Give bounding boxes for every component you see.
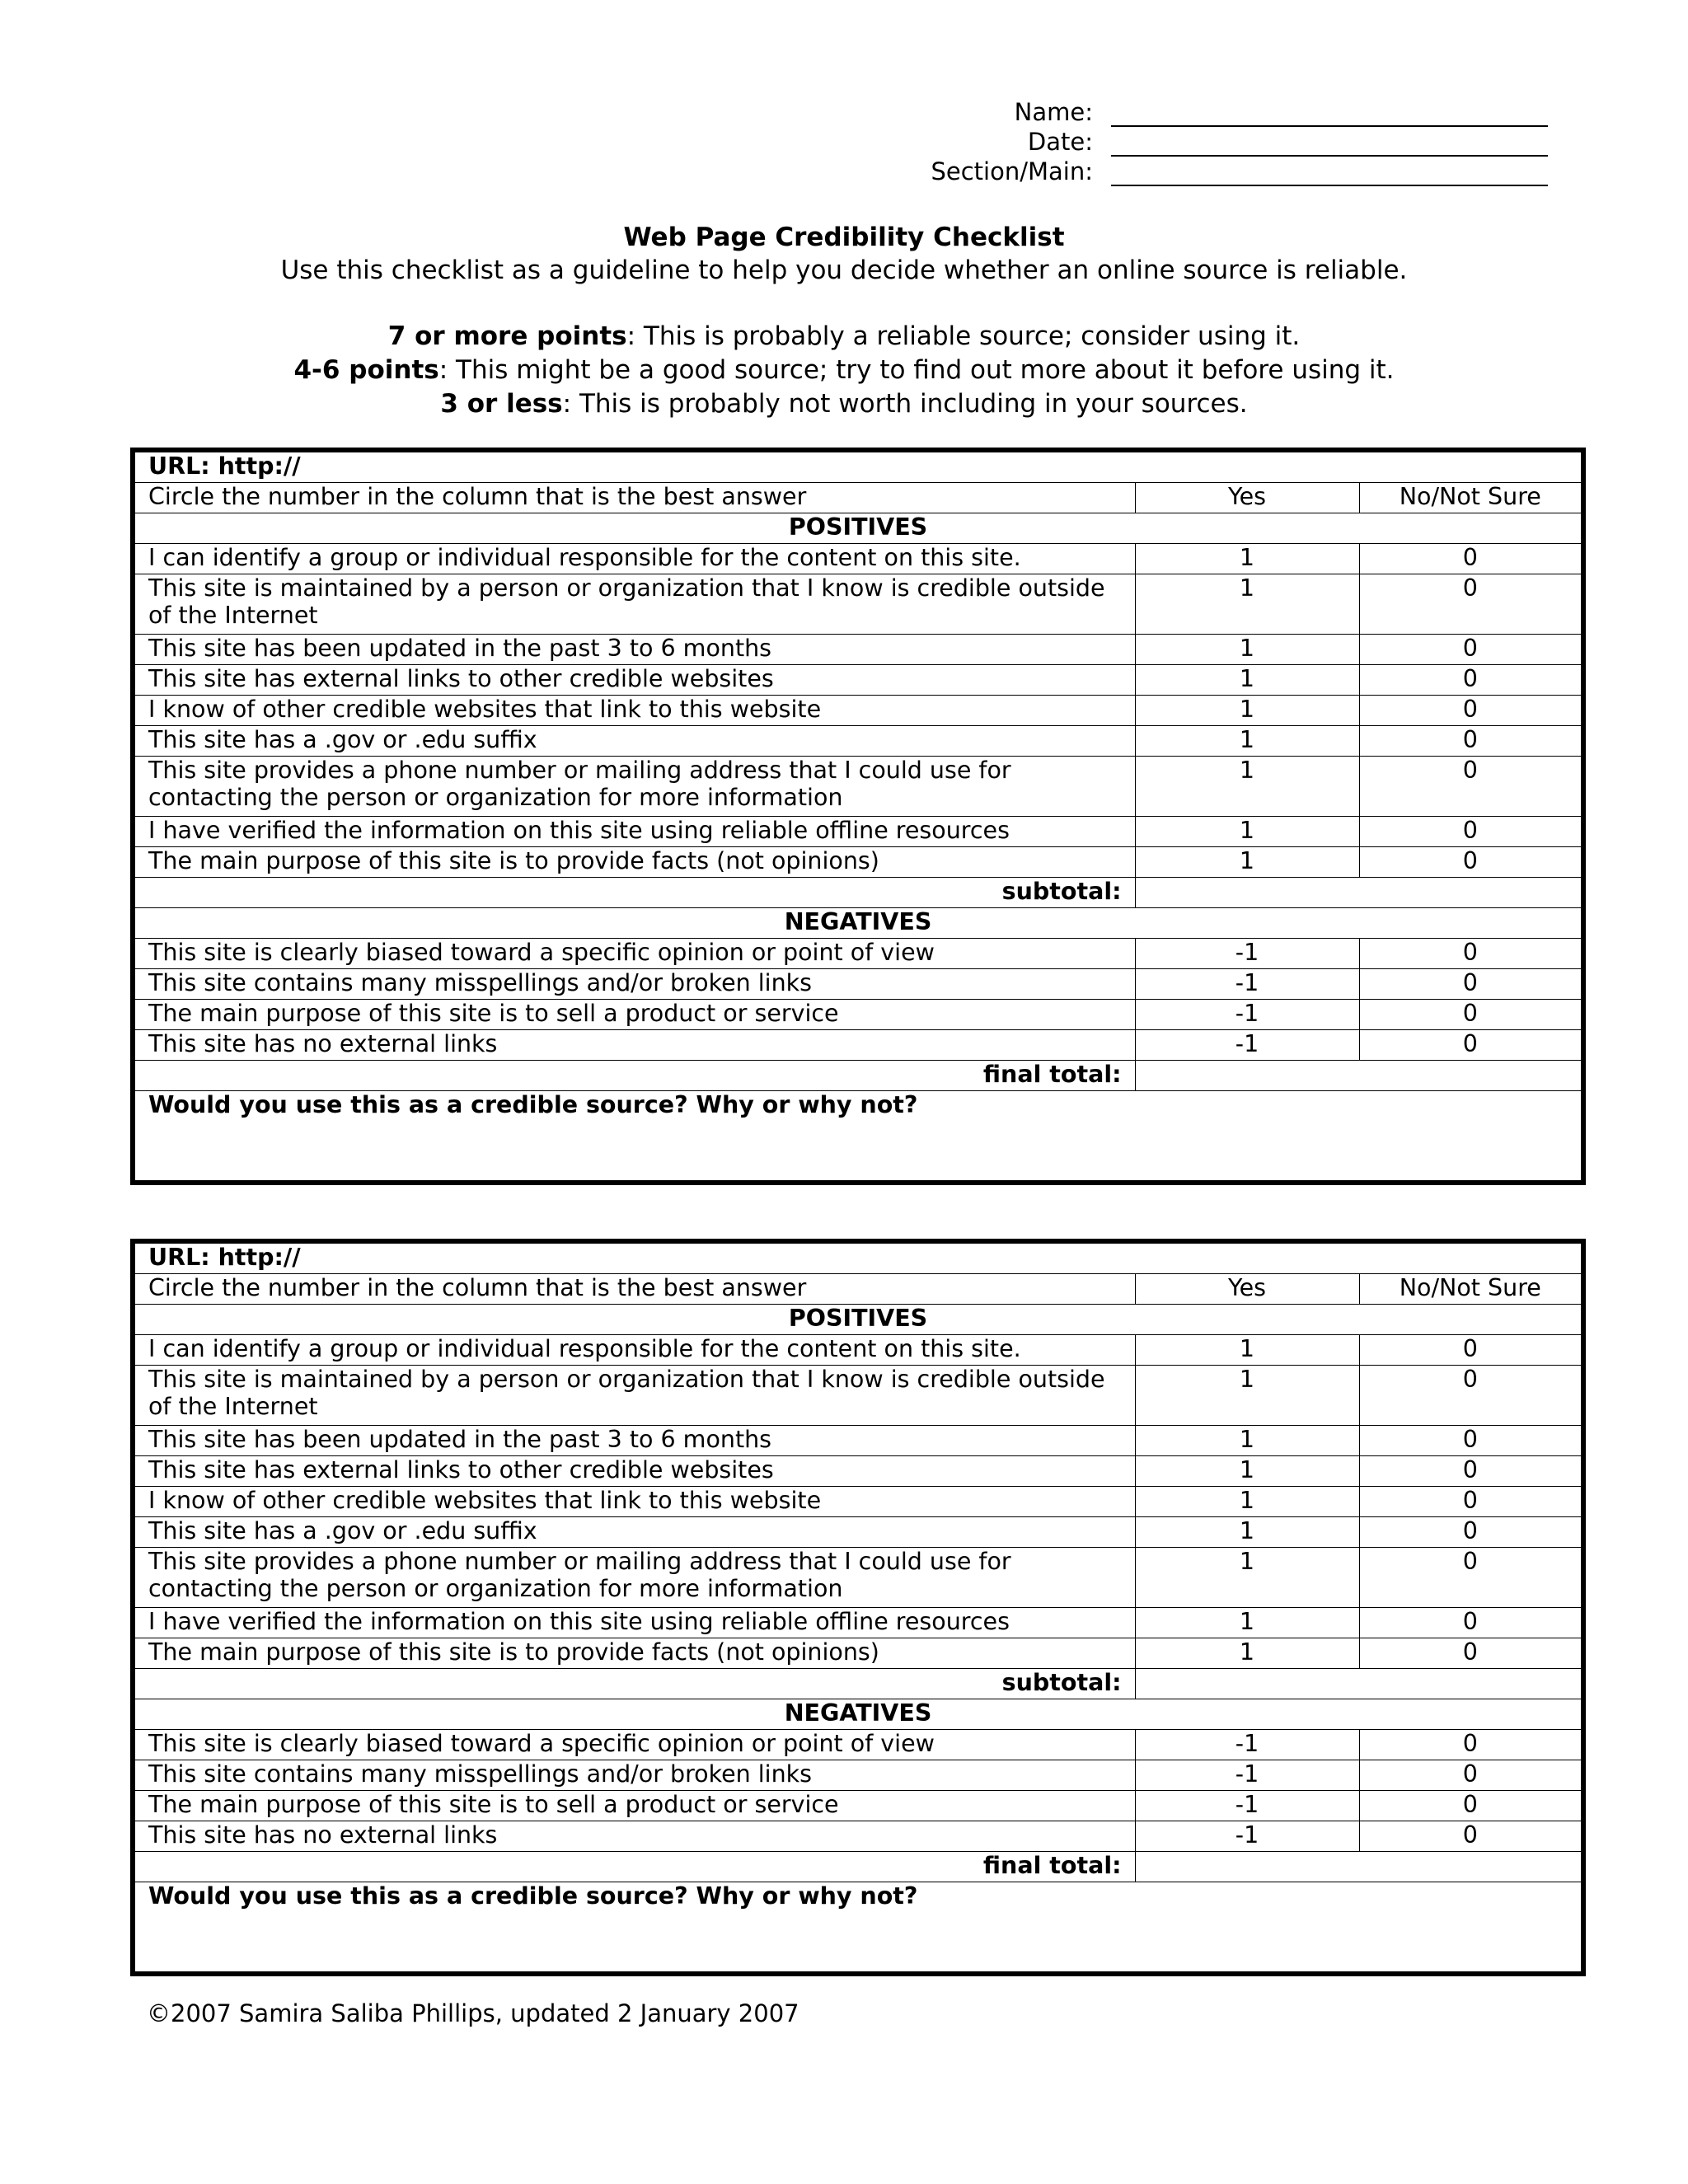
- table-row: [133, 574, 1583, 635]
- criterion-text: This site provides a phone number or mailing address that I could use for contacting the person or organization for more information: [133, 757, 1135, 817]
- criterion-text: This site has been updated in the past 3 to 6 months: [133, 1426, 1135, 1456]
- yes-score[interactable]: -1: [1135, 1000, 1359, 1030]
- table-row: [133, 726, 1583, 757]
- criterion-text: This site has external links to other credible websites: [133, 665, 1135, 696]
- table-row: [133, 1517, 1583, 1548]
- credibility-question[interactable]: Would you use this as a credible source? Why or why not?: [133, 1091, 1583, 1183]
- criterion-text: This site has a .gov or .edu suffix: [133, 726, 1135, 757]
- criterion-text: I know of other credible websites that link to this website: [133, 1487, 1135, 1517]
- no-score[interactable]: 0: [1359, 665, 1583, 696]
- yes-score[interactable]: -1: [1135, 969, 1359, 1000]
- table-row: [133, 544, 1583, 574]
- table-row: [133, 969, 1583, 1000]
- yes-score[interactable]: 1: [1135, 1638, 1359, 1669]
- criterion-text: This site contains many misspellings and/or broken links: [133, 969, 1135, 1000]
- no-score[interactable]: 0: [1359, 969, 1583, 1000]
- table-row: [133, 696, 1583, 726]
- checklist-table-1: [130, 448, 1586, 1185]
- no-score[interactable]: 0: [1359, 1638, 1583, 1669]
- instruction-cell: Circle the number in the column that is the best answer: [133, 1274, 1135, 1305]
- scoring-range: 4-6 points: [293, 355, 439, 385]
- table-row: [133, 1730, 1583, 1760]
- criterion-text: This site has been updated in the past 3 to 6 months: [133, 635, 1135, 665]
- no-score[interactable]: 0: [1359, 1487, 1583, 1517]
- criterion-text: This site provides a phone number or mailing address that I could use for contacting the person or organization for more information: [133, 1548, 1135, 1608]
- criterion-text: I know of other credible websites that link to this website: [133, 696, 1135, 726]
- yes-score[interactable]: 1: [1135, 696, 1359, 726]
- date-blank-line[interactable]: [1111, 130, 1548, 157]
- name-field[interactable]: [907, 97, 1566, 127]
- criterion-text: The main purpose of this site is to sell a product or service: [133, 1791, 1135, 1821]
- url-cell[interactable]: URL: http://: [133, 1241, 1583, 1274]
- no-score[interactable]: 0: [1359, 574, 1583, 635]
- yes-score[interactable]: 1: [1135, 574, 1359, 635]
- no-score[interactable]: 0: [1359, 726, 1583, 757]
- scoring-range: 3 or less: [440, 389, 563, 419]
- date-field[interactable]: [907, 127, 1566, 157]
- table-row: [133, 1000, 1583, 1030]
- no-score[interactable]: 0: [1359, 544, 1583, 574]
- scoring-guide: [0, 320, 1688, 421]
- yes-score[interactable]: 1: [1135, 635, 1359, 665]
- subtotal-cell[interactable]: [1135, 1669, 1583, 1699]
- credibility-question[interactable]: Would you use this as a credible source? Why or why not?: [133, 1882, 1583, 1975]
- table-row: [133, 1638, 1583, 1669]
- criterion-text: This site has no external links: [133, 1030, 1135, 1061]
- no-score[interactable]: 0: [1359, 1426, 1583, 1456]
- table-row: [133, 939, 1583, 969]
- final-total-cell[interactable]: [1135, 1852, 1583, 1882]
- table-row: [133, 635, 1583, 665]
- copyright-footer: ©2007 Samira Saliba Phillips, updated 2 January 2007: [147, 1999, 799, 2027]
- name-blank-line[interactable]: [1111, 101, 1548, 127]
- no-score[interactable]: 0: [1359, 1030, 1583, 1061]
- table-row: [133, 1791, 1583, 1821]
- yes-score[interactable]: -1: [1135, 1791, 1359, 1821]
- no-column-header: No/Not Sure: [1359, 1274, 1583, 1305]
- scoring-text: : This might be a good source; try to find out more about it before using it.: [438, 355, 1395, 385]
- criterion-text: This site has external links to other credible websites: [133, 1456, 1135, 1487]
- subtotal-label: subtotal:: [133, 878, 1135, 908]
- no-score[interactable]: 0: [1359, 1000, 1583, 1030]
- criterion-text: The main purpose of this site is to sell a product or service: [133, 1000, 1135, 1030]
- name-label: Name:: [1014, 98, 1093, 126]
- table-row: [133, 1548, 1583, 1608]
- table-row: [133, 1456, 1583, 1487]
- criterion-text: This site is maintained by a person or organization that I know is credible outside of the Internet: [133, 1366, 1135, 1426]
- scoring-range: 7 or more points: [387, 321, 627, 351]
- yes-score[interactable]: 1: [1135, 665, 1359, 696]
- no-score[interactable]: 0: [1359, 1366, 1583, 1426]
- no-score[interactable]: 0: [1359, 939, 1583, 969]
- table-row: [133, 817, 1583, 847]
- table-row: [133, 757, 1583, 817]
- table-row: [133, 1335, 1583, 1366]
- criterion-text: I can identify a group or individual responsible for the content on this site.: [133, 544, 1135, 574]
- final-total-label: final total:: [133, 1852, 1135, 1882]
- no-score[interactable]: 0: [1359, 847, 1583, 878]
- scoring-line: [0, 387, 1688, 421]
- no-score[interactable]: 0: [1359, 1821, 1583, 1852]
- section-label: Section/Main:: [931, 157, 1093, 185]
- yes-score[interactable]: -1: [1135, 939, 1359, 969]
- yes-score[interactable]: -1: [1135, 1760, 1359, 1791]
- table-row: [133, 1426, 1583, 1456]
- yes-score[interactable]: 1: [1135, 1426, 1359, 1456]
- yes-score[interactable]: 1: [1135, 1608, 1359, 1638]
- title-block: [0, 221, 1688, 421]
- no-score[interactable]: 0: [1359, 1517, 1583, 1548]
- criterion-text: This site is clearly biased toward a specific opinion or point of view: [133, 939, 1135, 969]
- page-subtitle: Use this checklist as a guideline to help you decide whether an online source is reliable.: [280, 255, 1408, 285]
- no-score[interactable]: 0: [1359, 1760, 1583, 1791]
- table-row: [133, 1821, 1583, 1852]
- scoring-text: : This is probably a reliable source; consider using it.: [626, 321, 1301, 351]
- subtotal-label: subtotal:: [133, 1669, 1135, 1699]
- table-row: [133, 847, 1583, 878]
- url-cell[interactable]: URL: http://: [133, 450, 1583, 483]
- yes-score[interactable]: 1: [1135, 1366, 1359, 1426]
- yes-score[interactable]: 1: [1135, 1335, 1359, 1366]
- criterion-text: The main purpose of this site is to provide facts (not opinions): [133, 1638, 1135, 1669]
- no-score[interactable]: 0: [1359, 1548, 1583, 1608]
- no-score[interactable]: 0: [1359, 635, 1583, 665]
- yes-score[interactable]: 1: [1135, 1487, 1359, 1517]
- yes-score[interactable]: -1: [1135, 1030, 1359, 1061]
- section-field[interactable]: [907, 157, 1566, 186]
- final-total-label: final total:: [133, 1061, 1135, 1091]
- criterion-text: I have verified the information on this site using reliable offline resources: [133, 1608, 1135, 1638]
- yes-score[interactable]: 1: [1135, 1517, 1359, 1548]
- date-label: Date:: [1027, 128, 1093, 156]
- criterion-text: The main purpose of this site is to provide facts (not opinions): [133, 847, 1135, 878]
- scoring-line: [0, 320, 1688, 354]
- table-row: [133, 1487, 1583, 1517]
- yes-score[interactable]: 1: [1135, 1548, 1359, 1608]
- yes-column-header: Yes: [1135, 1274, 1359, 1305]
- yes-column-header: Yes: [1135, 483, 1359, 513]
- positives-header: POSITIVES: [133, 1305, 1583, 1335]
- criterion-text: This site has a .gov or .edu suffix: [133, 1517, 1135, 1548]
- no-score[interactable]: 0: [1359, 1608, 1583, 1638]
- yes-score[interactable]: -1: [1135, 1730, 1359, 1760]
- criterion-text: I can identify a group or individual responsible for the content on this site.: [133, 1335, 1135, 1366]
- no-score[interactable]: 0: [1359, 757, 1583, 817]
- no-score[interactable]: 0: [1359, 1335, 1583, 1366]
- criterion-text: This site has no external links: [133, 1821, 1135, 1852]
- scoring-text: : This is probably not worth including in your sources.: [562, 389, 1248, 419]
- yes-score[interactable]: 1: [1135, 544, 1359, 574]
- final-total-cell[interactable]: [1135, 1061, 1583, 1091]
- criterion-text: This site contains many misspellings and/or broken links: [133, 1760, 1135, 1791]
- negatives-header: NEGATIVES: [133, 908, 1583, 939]
- yes-score[interactable]: 1: [1135, 847, 1359, 878]
- table-row: [133, 665, 1583, 696]
- no-score[interactable]: 0: [1359, 696, 1583, 726]
- table-row: [133, 1366, 1583, 1426]
- yes-score[interactable]: 1: [1135, 726, 1359, 757]
- scoring-line: [0, 354, 1688, 387]
- table-row: [133, 1608, 1583, 1638]
- yes-score[interactable]: 1: [1135, 757, 1359, 817]
- yes-score[interactable]: -1: [1135, 1821, 1359, 1852]
- instruction-cell: Circle the number in the column that is the best answer: [133, 483, 1135, 513]
- no-score[interactable]: 0: [1359, 1730, 1583, 1760]
- page-title: Web Page Credibility Checklist: [623, 223, 1065, 252]
- section-blank-line[interactable]: [1111, 160, 1548, 186]
- subtotal-cell[interactable]: [1135, 878, 1583, 908]
- positives-header: POSITIVES: [133, 513, 1583, 544]
- table-row: [133, 1030, 1583, 1061]
- criterion-text: I have verified the information on this site using reliable offline resources: [133, 817, 1135, 847]
- checklist-table-2: [130, 1239, 1586, 1976]
- criterion-text: This site is clearly biased toward a specific opinion or point of view: [133, 1730, 1135, 1760]
- no-score[interactable]: 0: [1359, 1791, 1583, 1821]
- no-score[interactable]: 0: [1359, 1456, 1583, 1487]
- yes-score[interactable]: 1: [1135, 1456, 1359, 1487]
- yes-score[interactable]: 1: [1135, 817, 1359, 847]
- negatives-header: NEGATIVES: [133, 1699, 1583, 1730]
- criterion-text: This site is maintained by a person or organization that I know is credible outside of the Internet: [133, 574, 1135, 635]
- header-fields: [907, 97, 1566, 186]
- table-row: [133, 1760, 1583, 1791]
- no-score[interactable]: 0: [1359, 817, 1583, 847]
- no-column-header: No/Not Sure: [1359, 483, 1583, 513]
